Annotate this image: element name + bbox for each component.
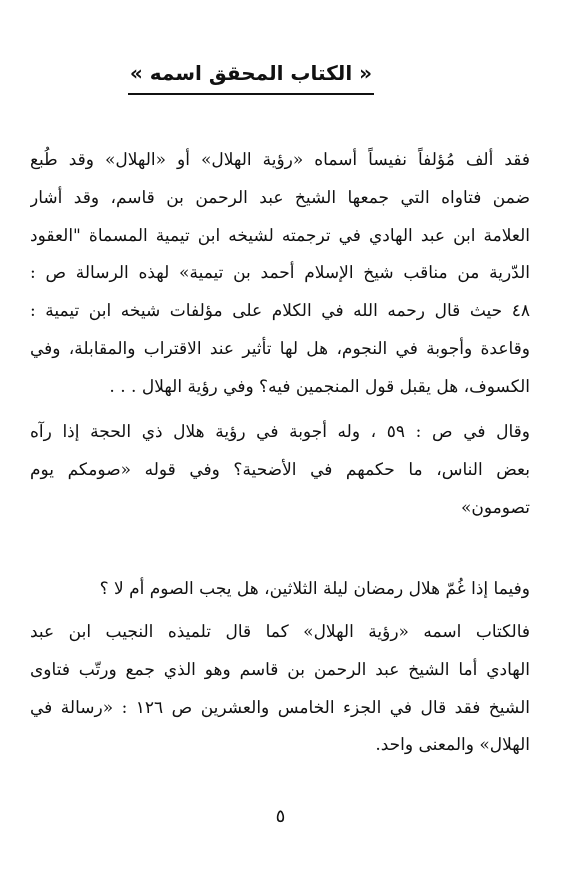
paragraph-line: الدّرية من مناقب شيخ الإسلام أحمد بن تيمية» لهذه الرسالة ص : [30, 263, 530, 284]
paragraph-line: الهلال» والمعنى واحد. [375, 735, 530, 756]
section-heading: « الكتاب المحقق اسمه » [129, 61, 373, 85]
paragraph-line: بعض الناس، ما حكمهم في الأضحية؟ وفي قوله «صومكم يوم [30, 459, 530, 480]
paragraph-1 [30, 142, 530, 407]
paragraph-line: فالكتاب اسمه «رؤية الهلال» كما قال تلميذه النجيب ابن عبد [30, 622, 530, 642]
paragraph-line: الشيخ فقد قال في الجزء الخامس والعشرين ص ١٢٦ : «رسالة في [30, 697, 530, 718]
paragraph-line: وقاعدة وأجوبة في النجوم، هل لها تأثير عند الاقتراب والمقابلة، وفي [30, 338, 530, 359]
paragraph-line: الهادي أما الشيخ عبد الرحمن بن قاسم وهو الذي جمع ورتّب فتاوى [30, 659, 530, 680]
heading-underline [128, 93, 374, 95]
paragraph-line: فقد ألف مُؤلفاً نفيساً أسماه «رؤية الهلال» أو «الهلال» وقد طُبع [30, 150, 530, 170]
paragraph-line: ضمن فتاواه التي جمعها الشيخ عبد الرحمن بن قاسم، وقد أشار [30, 187, 530, 208]
paragraph-2 [30, 414, 530, 527]
paragraph-line: العلامة ابن عبد الهادي في ترجمته لشيخه ابن تيمية المسماة "العقود [30, 225, 530, 246]
paragraph-line: وفيما إذا غُمّ هلال رمضان ليلة الثلاثين، هل يجب الصوم أم لا ؟ [99, 579, 530, 599]
paragraph-line: ٤٨ حيث قال رحمه الله في الكلام على مؤلفات شيخه ابن تيمية : [30, 301, 530, 322]
paragraph-line: الكسوف، هل يقبل قول المنجمين فيه؟ وفي رؤية الهلال . . . [109, 376, 530, 397]
page-number: ٥ [275, 806, 286, 827]
paragraph-line: تصومون» [460, 497, 530, 518]
paragraph-line: وقال في ص : ٥٩ ، وله أجوبة في رؤية هلال ذي الحجة إذا رآه [30, 422, 530, 442]
paragraph-4 [30, 614, 530, 765]
paragraph-3 [30, 571, 530, 609]
